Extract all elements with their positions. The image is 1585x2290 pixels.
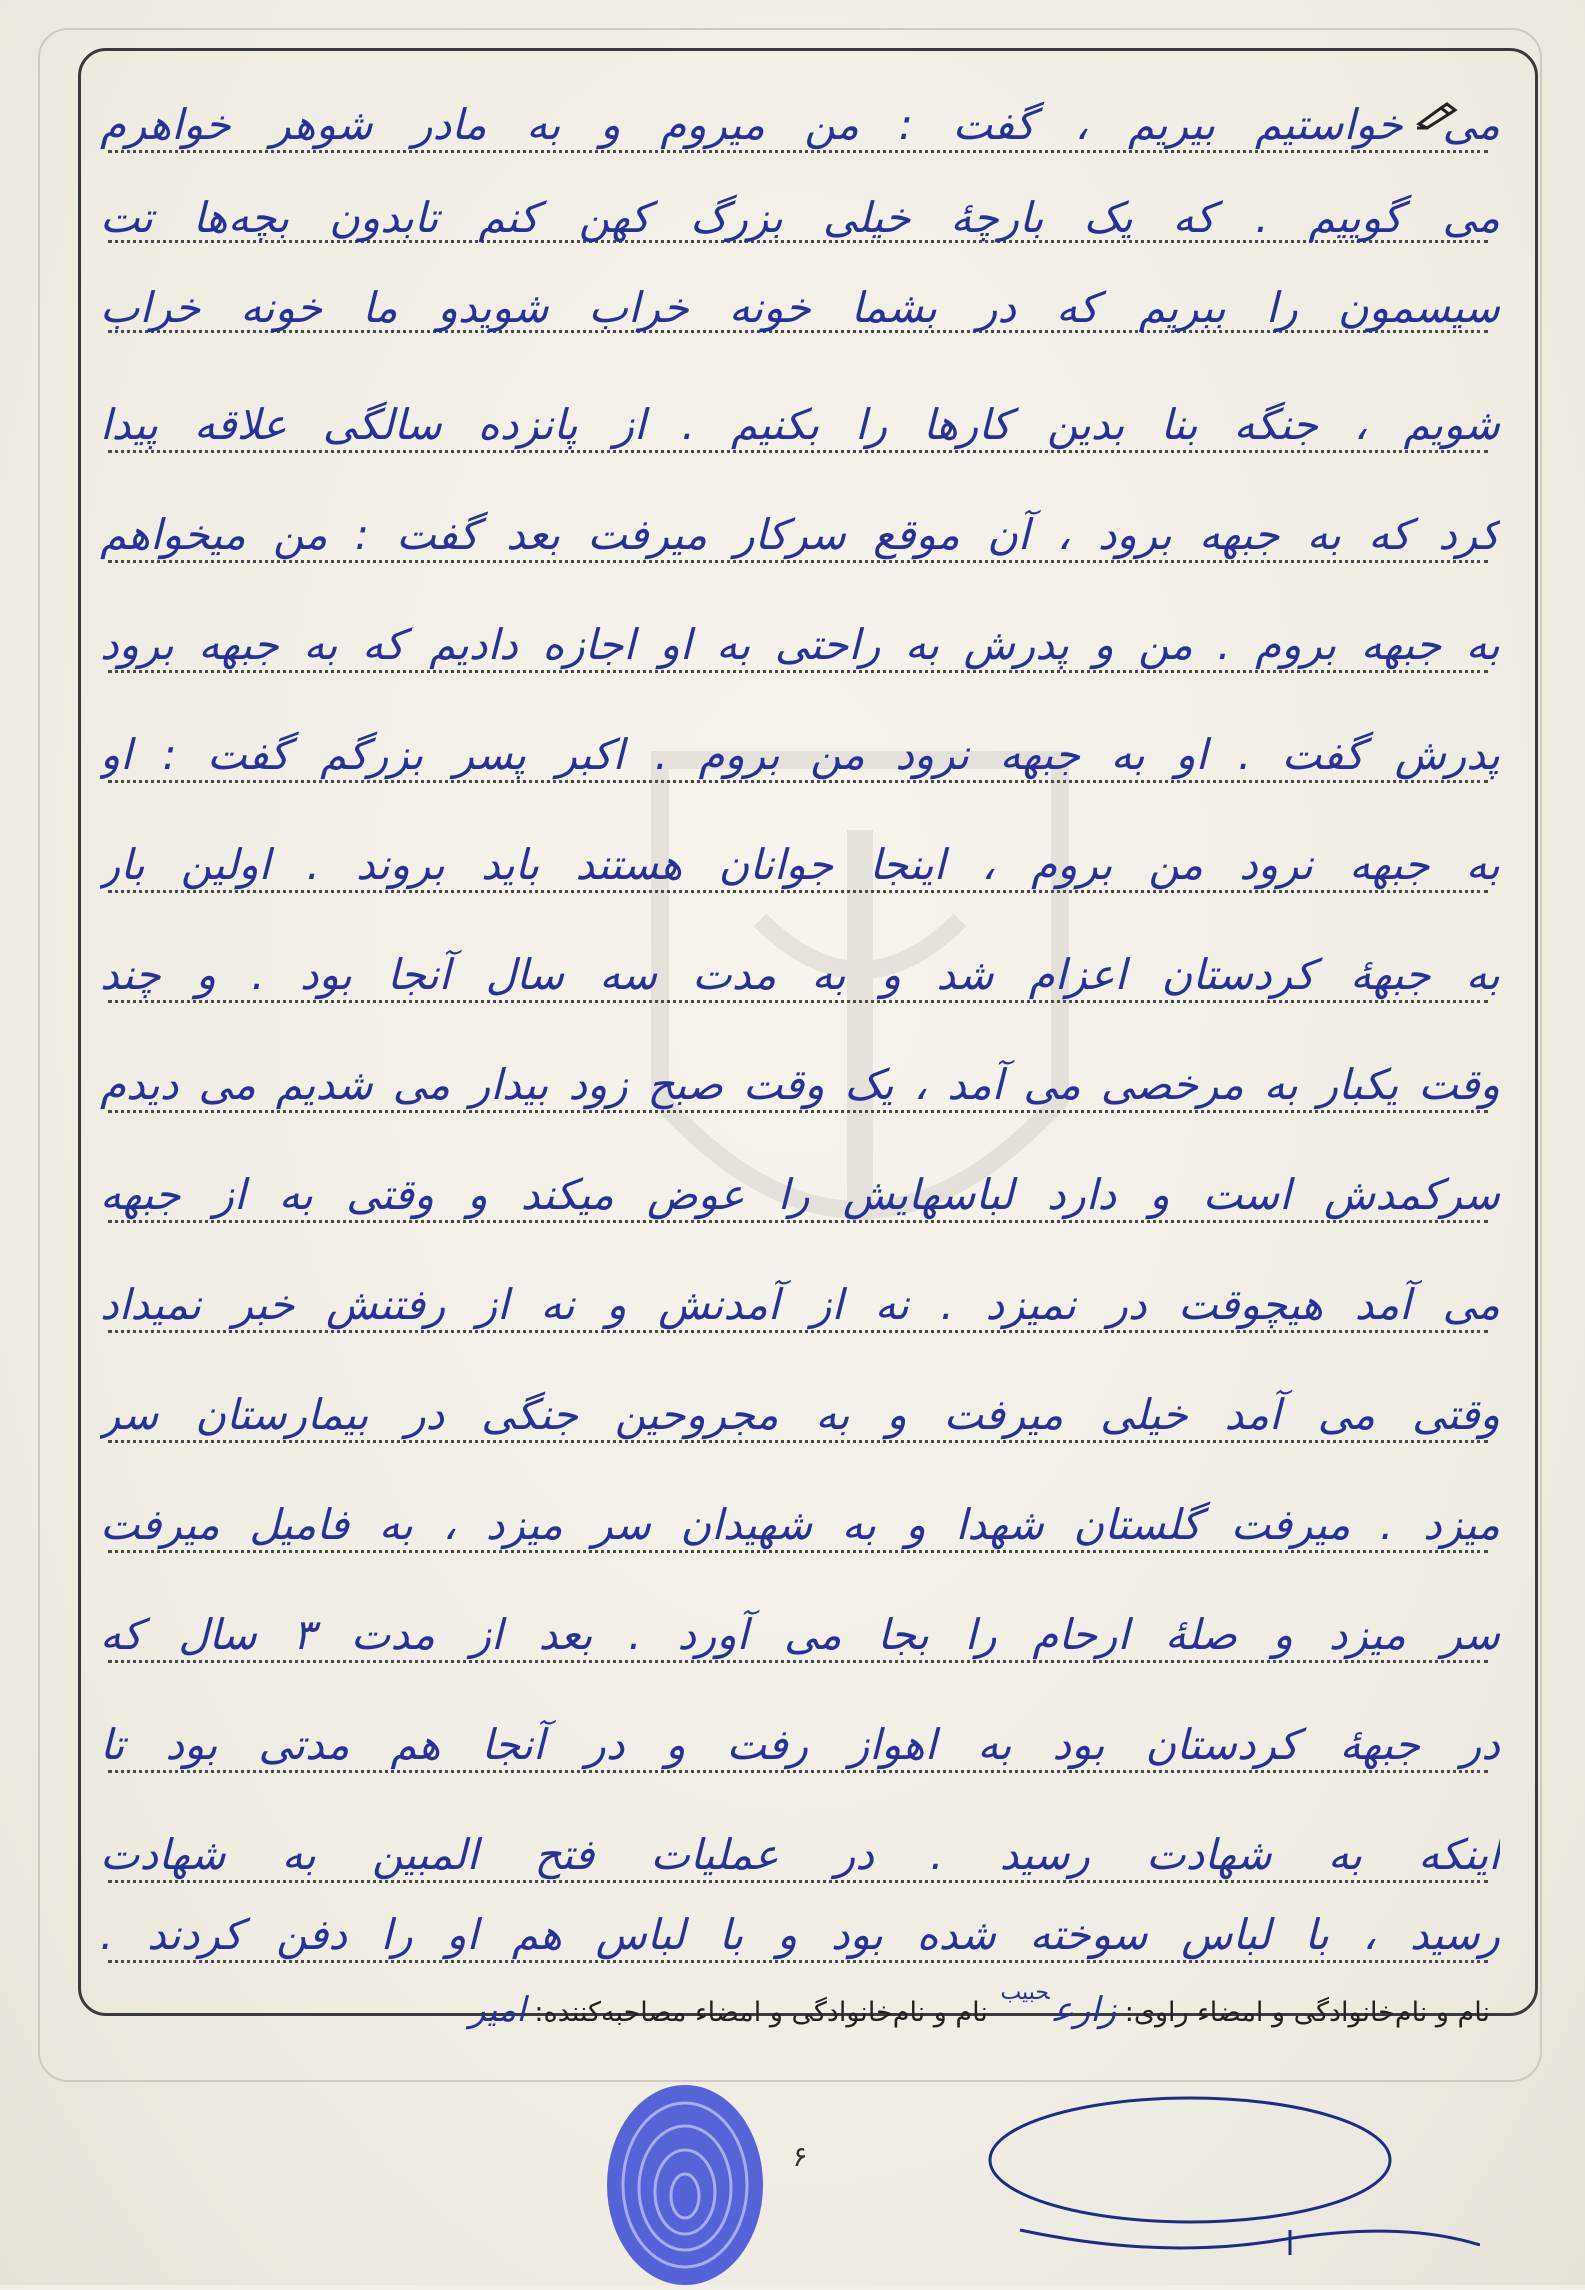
interviewer-name: امیر [469, 1990, 526, 2030]
handwritten-line: میزد . میرفت گلستان شهدا و به شهیدان سر میزد ، به فامیل میرفت [100, 1500, 1500, 1549]
handwritten-line: به جبهه نرود من بروم ، اینجا جوانان هستند باید بروند . اولین بار [100, 840, 1500, 889]
handwritten-line: شویم ، جنگه بنا بدین کارها را بکنیم . از پانزده سالگی علاقه پیدا [100, 400, 1500, 449]
fingerprint-stamp [585, 2060, 785, 2290]
handwritten-line: می گوییم . که یک بارچهٔ خیلی بزرگ کهن کنم تابدون بچه‌ها تت [100, 193, 1500, 242]
handwritten-line: می آمد هیچوقت در نمیزد . نه از آمدنش و نه از رفتنش خبر نمیداد [100, 1280, 1500, 1329]
handwritten-line: سر میزد و صلهٔ ارحام را بجا می آورد . بعد از مدت ۳ سال که [100, 1610, 1500, 1659]
narrator-note: حبیب [1000, 1980, 1050, 2005]
signature-footer [110, 1980, 1490, 2030]
handwritten-line: سیسمون را ببریم که در بشما خونه خراب شویدو ما خونه خراب [100, 283, 1500, 332]
handwritten-line: به جبههٔ کردستان اعزام شد و به مدت سه سال آنجا بود . و چند [100, 950, 1500, 999]
handwritten-line: می خواستیم بیریم ، گفت : من میروم و به مادر شوهر خواهرم [100, 100, 1500, 149]
handwritten-line: در جبههٔ کردستان بود به اهواز رفت و در آنجا هم مدتی بود تا [100, 1720, 1500, 1769]
handwritten-line: رسید ، با لباس سوخته شده بود و با لباس هم او را دفن کردند . [100, 1910, 1500, 1959]
handwritten-line: اینکه به شهادت رسید . در عملیات فتح المبین به شهادت [100, 1830, 1500, 1879]
handwritten-line: پدرش گفت . او به جبهه نرود من بروم . اکبر پسر بزرگم گفت : او [100, 730, 1500, 779]
handwritten-line: وقت یکبار به مرخصی می آمد ، یک وقت صبح زود بیدار می شدیم می دیدم [100, 1060, 1500, 1109]
handwritten-line: وقتی می آمد خیلی میرفت و به مجروحین جنگی در بیمارستان سر [100, 1390, 1500, 1439]
interviewer-label: نام و نام‌خانوادگی و امضاء مصاحبه‌کننده: [534, 1997, 988, 2028]
signature-scribble [960, 2080, 1480, 2280]
handwritten-line: کرد که به جبهه برود ، آن موقع سرکار میرفت بعد گفت : من میخواهم [100, 510, 1500, 559]
handwritten-line: سرکمدش است و دارد لباسهایش را عوض میکند و وقتی به از جبهه [100, 1170, 1500, 1219]
handwritten-line: به جبهه بروم . من و پدرش به راحتی به او اجازه دادیم که به جبهه برود [100, 620, 1500, 669]
narrator-label: نام و نام‌خانوادگی و امضاء راوی: [1124, 1997, 1490, 2028]
page-number: ۶ [792, 2140, 808, 2173]
narrator-name: زارع [1053, 1990, 1117, 2030]
